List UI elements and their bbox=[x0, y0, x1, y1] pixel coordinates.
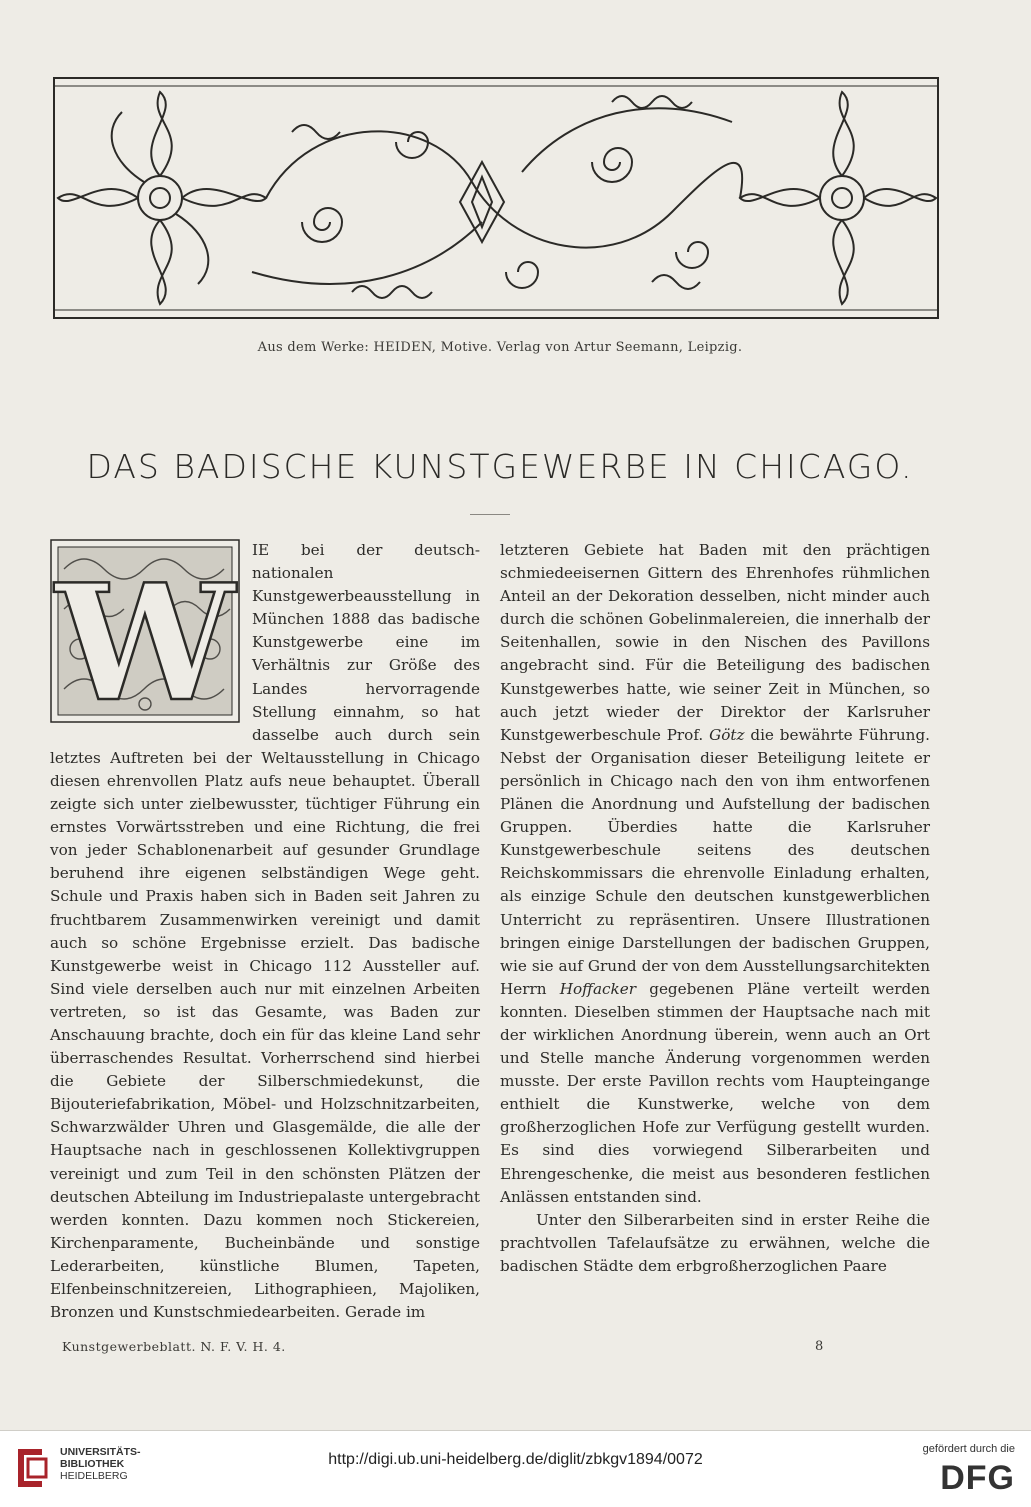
page-number: 8 bbox=[815, 1339, 824, 1354]
ornate-initial-w-icon bbox=[50, 539, 240, 723]
permalink-url[interactable]: http://digi.ub.uni-heidelberg.de/diglit/zbkgv1894/0072 bbox=[328, 1451, 703, 1468]
right-paragraph-2: Unter den Silberarbeiten sind in erster Reihe die prachtvollen Tafelaufsätze zu erwähnen, welche die badischen Städte dem erbgroßherzoglichen Paare bbox=[500, 1210, 930, 1275]
vine-ornament-band bbox=[52, 72, 940, 324]
right-column bbox=[500, 539, 930, 1278]
dfg-logo[interactable]: DFG bbox=[940, 1459, 1015, 1497]
viewer-bar bbox=[0, 1430, 1031, 1507]
right-paragraph-1: letzteren Gebiete hat Baden mit den prächtigen schmiedeeisernen Gittern des Ehrenhofes rühmlichen Anteil an der Dekoration desselben, nicht minder auch durch die schönen Gobelinmalereien, die innerhalb der Seitenhallen, sowie in den Nischen des Pavillons angebracht sind. Für die Beteiligung des badischen Kunstgewerbes hatte, wie seiner Zeit in München, so auch jetzt wieder der Direktor der Karlsruher Kunstgewerbeschule Prof. Götz die bewährte Führung. Nebst der Organisation dieser Beteiligung leitete er persönlich in Chicago nach den von ihm entworfenen Plänen die Anordnung und Aufstellung der badischen Gruppen. Überdies hatte die Karlsruher Kunstgewerbeschule seitens des deutschen Reichskommissars die ehrenvolle Einladung erhalten, als einzige Schule den deutschen kunstgewerblichen Unterricht zu repräsentiren. Unsere Illustrationen bringen einige Darstellungen der badischen Gruppen, wie sie auf Grund der von dem Ausstellungsarchitekten Herrn Hoffacker gegebenen Pläne verteilt werden konnten. Dieselben stimmen der Hauptsache nach mit der wirklichen Anordnung überein, wenn auch an Ort und Stelle manche Änderung vorgenommen werden musste. Der erste Pavillon rechts vom Haupteingange enthielt die Kunstwerke, welche von dem großherzoglichen Hofe zur Verfügung gestellt wurden. Es sind dies vorwiegend Silberarbeiten und Ehrengeschenke, die meist aus besonderen festlichen Anlässen entstanden sind. bbox=[500, 541, 931, 1206]
dropcap-letter: W bbox=[55, 549, 235, 723]
funding-note: gefördert durch die bbox=[922, 1443, 1015, 1455]
article-title: DAS BADISCHE KUNSTGEWERBE IN CHICAGO. bbox=[86, 447, 914, 486]
left-column bbox=[50, 539, 480, 1324]
journal-footer: Kunstgewerbeblatt. N. F. V. H. 4. bbox=[62, 1339, 286, 1354]
title-divider bbox=[470, 514, 510, 515]
library-name[interactable]: UNIVERSITÄTS- BIBLIOTHEK HEIDELBERG bbox=[60, 1446, 141, 1482]
name-hoffacker: Hoffacker bbox=[559, 979, 636, 998]
left-paragraph: IE bei der deutsch-nationalen Kunstgewerbeausstellung in München 1888 das badische Kunstgewerbe eine im Verhältnis zur Größe des Landes hervorragende Stellung einnahm, so hat dasselbe auch durch sein letztes Auftreten bei der Weltausstellung in Chicago diesen ehrenvollen Platz aufs neue behauptet. Überall zeigte sich unter zielbewusster, tüchtiger Führung ein ernstes Vorwärtsstreben und eine Richtung, die frei von jeder Schablonenarbeit auf gesunder Grundlage beruhend ihre eigenen selbständigen Wege geht. Schule und Praxis haben sich in Baden seit Jahren zu fruchtbarem Zusammenwirken vereinigt und damit auch so schöne Ergebnisse erzielt. Das badische Kunstgewerbe weist in Chicago 112 Aussteller auf. Sind viele derselben auch nur mit einzelnen Arbeiten vertreten, so ist das Gesamte, was Baden zur Anschauung brachte, doch ein für das kleine Land sehr überraschendes Resultat. Vorherrschend sind hierbei die Gebiete der Silberschmiedekunst, die Bijouteriefabrikation, Möbel- und Holzschnitzarbeiten, Schwarzwälder Uhren und Glasgemälde, die alle der Hauptsache nach in geschlossenen Kollektivgruppen vereinigt und zum Teil in den schönsten Plätzen der deutschen Abteilung im Industriepalaste untergebracht werden konnten. Dazu kommen noch Stickereien, Kirchenparamente, Bucheinbände und sonstige Lederarbeiten, künstliche Blumen, Tapeten, Elfenbeinschnitzereien, Lithographieen, Majoliken, Bronzen und Kunstschmiedearbeiten. Gerade im bbox=[50, 541, 480, 1322]
name-goetz: Götz bbox=[709, 725, 745, 744]
figure-caption: Aus dem Werke: HEIDEN, Motive. Verlag von Artur Seemann, Leipzig. bbox=[257, 340, 743, 355]
